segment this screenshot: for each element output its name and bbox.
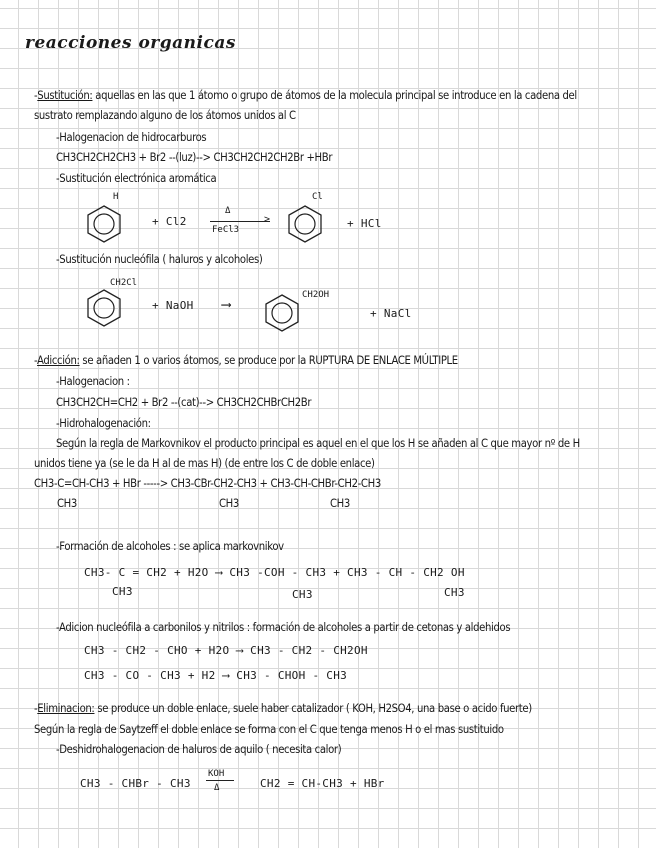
- alcohol-methyl-branch-3: CH3: [444, 586, 465, 599]
- formacion-alcoholes-label: -Formación de alcoholes : se aplica markovnikov: [56, 540, 284, 553]
- adicion-heading: Adicción:: [37, 354, 80, 367]
- adicion-def-a: se añaden 1 o varios átomos, se produce por la: [79, 354, 309, 367]
- elimination-reactant: CH3 - CHBr - CH3: [80, 777, 191, 790]
- page-title: reacciones organicas: [25, 33, 236, 53]
- elimination-arrow-reagent: KOH: [208, 769, 225, 779]
- markovnikov-rule-line-1: Según la regla de Markovnikov el producto principal es aquel en el que los H se añaden al C que mayor nº de H: [56, 437, 580, 450]
- reaction-arrow-line: [210, 221, 270, 222]
- ch2oh-substituent: CH2OH: [302, 290, 330, 300]
- sustitucion-electronica-label: -Sustitución electrónica aromática: [56, 172, 217, 185]
- markovnikov-rule-line-2: unidos tiene ya (se le da H al de mas H) (de entre los C de doble enlace): [34, 457, 375, 470]
- arrow-condition-heat: Δ: [225, 206, 231, 216]
- alcohol-methyl-branch-1: CH3: [112, 585, 133, 598]
- alcohol-methyl-branch-2: CH3: [292, 588, 313, 601]
- sustitucion-definition-line-1: -Sustitución: aquellas en las que 1 átomo o grupo de átomos de la molecula principal se introduce en la cadena del: [34, 89, 577, 102]
- markovnikov-equation: CH3-C=CH-CH3 + HBr -----> CH3-CBr-CH2-CH3 + CH3-CH-CHBr-CH2-CH3: [34, 477, 381, 490]
- hcl-byproduct: + HCl: [347, 217, 382, 230]
- reaction-arrow-head: >: [264, 214, 271, 225]
- sustitucion-heading: Sustitución:: [37, 89, 93, 102]
- aldehyde-reduction-equation: CH3 - CH2 - CHO + H2O ⟶ CH3 - CH2 - CH2OH: [84, 644, 368, 657]
- methyl-branch-2: CH3: [219, 497, 239, 510]
- hidrohalogenacion-label: -Hidrohalogenación:: [56, 417, 151, 430]
- reaction-arrow: ⟶: [222, 297, 231, 313]
- methyl-branch-1: CH3: [57, 497, 77, 510]
- halogenacion-hidrocarburos-label: -Halogenacion de hidrocarburos: [56, 131, 207, 144]
- saytzeff-rule: Según la regla de Saytzeff el doble enlace se forma con el C que tenga menos H o el mas sustituido: [34, 723, 504, 736]
- ch2cl-substituent: CH2Cl: [110, 278, 138, 288]
- eliminacion-heading: Eliminacion:: [37, 702, 95, 715]
- adicion-halogenacion-equation: CH3CH2CH=CH2 + Br2 --(cat)--> CH3CH2CHBrCH2Br: [56, 396, 312, 409]
- benzene-ring-benzyl-alcohol: [262, 293, 302, 333]
- benzene-ring-product: [285, 204, 325, 244]
- adicion-def-b: RUPTURA DE ENLACE MÚLTIPLE: [308, 354, 458, 367]
- adicion-definition: -Adicción: se añaden 1 o varios átomos, se produce por la RUPTURA DE ENLACE MÚLTIPLE: [34, 354, 458, 367]
- elimination-arrow-heat: Δ: [214, 783, 220, 793]
- adicion-nucleofila-carbonilos-label: -Adicion nucleófila a carbonilos y nitrilos : formación de alcoholes a partir de cetonas y aldehidos: [56, 621, 511, 634]
- alcohol-formation-equation: CH3- C = CH2 + H2O ⟶ CH3 -COH - CH3 + CH3 - CH - CH2 OH: [84, 566, 465, 579]
- benzene-ring-reactant: [84, 204, 124, 244]
- elimination-arrow: [206, 780, 234, 781]
- adicion-halogenacion-label: -Halogenacion :: [56, 375, 130, 388]
- deshidrohalogenacion-label: -Deshidrohalogenacion de haluros de aquilo ( necesita calor): [56, 743, 342, 756]
- sustitucion-def-1: aquellas en las que 1 átomo o grupo de átomos de la molecula principal se introduce en la cadena del: [92, 89, 577, 102]
- eliminacion-definition: -Eliminacion: se produce un doble enlace, suele haber catalizador ( KOH, H2SO4, una base o acido fuerte): [34, 702, 532, 715]
- methyl-branch-3: CH3: [330, 497, 350, 510]
- ketone-reduction-equation: CH3 - CO - CH3 + H2 ⟶ CH3 - CHOH - CH3: [84, 669, 348, 682]
- eliminacion-def-1: se produce un doble enlace, suele haber catalizador ( KOH, H2SO4, una base o acido fuerte): [94, 702, 532, 715]
- chlorobenzene-substituent: Cl: [312, 192, 323, 202]
- chlorine-reagent: + Cl2: [152, 215, 187, 228]
- halogenacion-hidrocarburos-equation: CH3CH2CH2CH3 + Br2 --(luz)--> CH3CH2CH2CH2Br +HBr: [56, 151, 333, 164]
- elimination-products: CH2 = CH-CH3 + HBr: [260, 777, 385, 790]
- naoh-reagent: + NaOH: [152, 299, 194, 312]
- benzene-ring-benzyl-chloride: [84, 288, 124, 328]
- arrow-condition-catalyst: FeCl3: [212, 225, 240, 235]
- sustitucion-definition-line-2: sustrato remplazando alguno de los átomos unidos al C: [34, 109, 296, 122]
- benzene-hydrogen-label: H: [113, 192, 119, 202]
- sustitucion-nucleofila-label: -Sustitución nucleófila ( haluros y alcoholes): [56, 253, 263, 266]
- nacl-byproduct: + NaCl: [370, 307, 412, 320]
